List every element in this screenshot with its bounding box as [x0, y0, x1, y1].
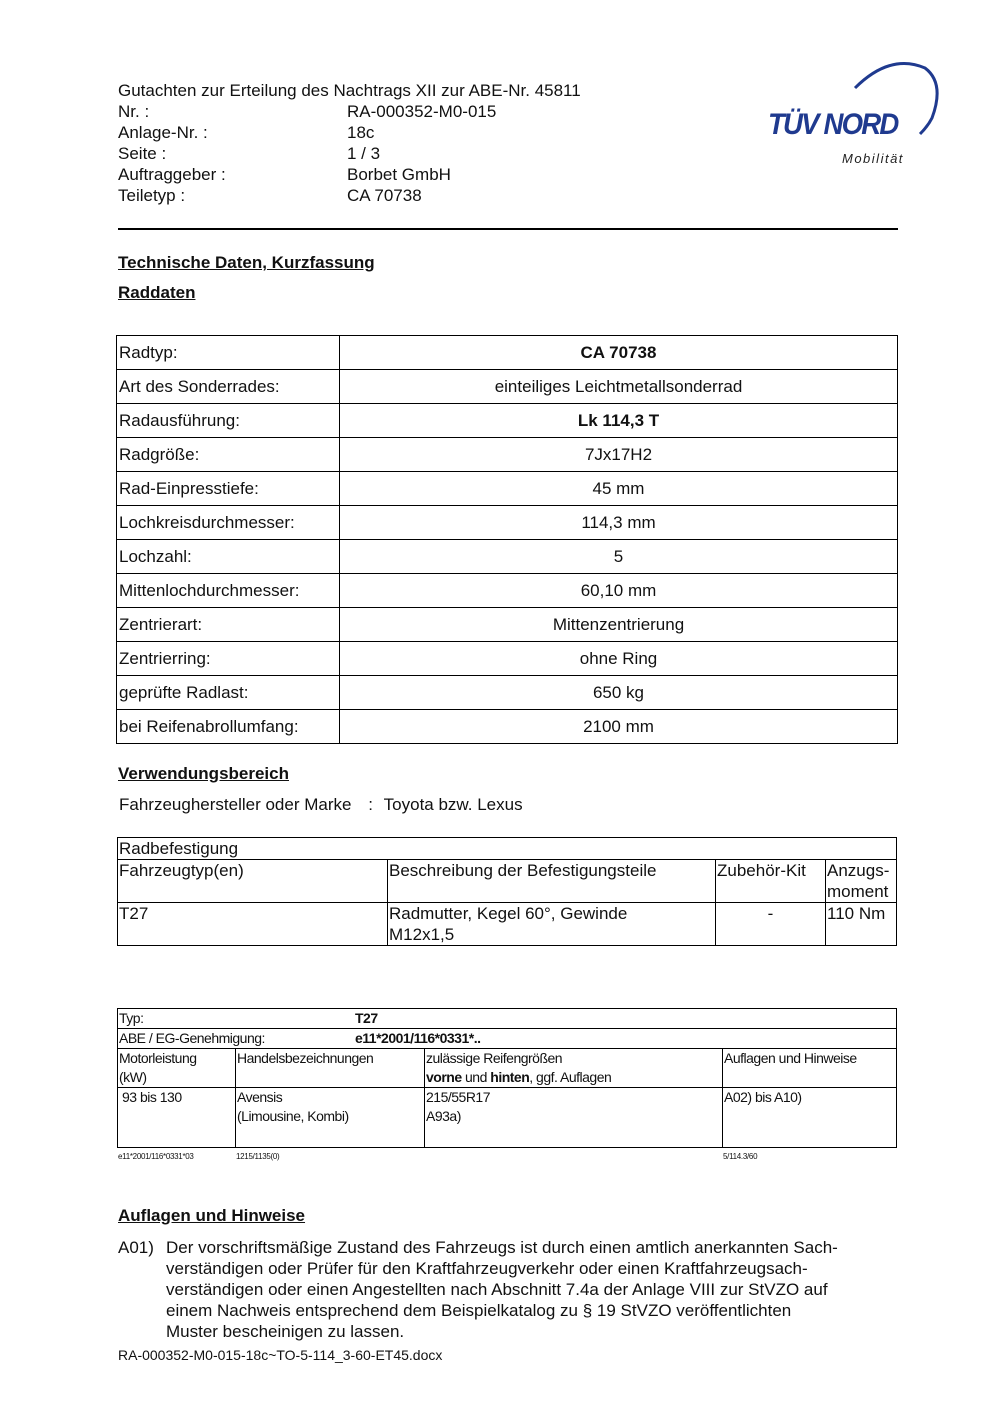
note-item [118, 1237, 898, 1342]
note-text: Der vorschriftsmäßige Zustand des Fahrzeugs ist durch einen amtlich anerkannten Sach- verständigen oder Prüfer für den Kraftfahrzeugverkehr oder einen Kraftfahrzeugsach- verständigen oder einen Angestellten nach Abschnitt 7.4a der Anlage VIII zur StVZO auf einem Nachweis entsprechend dem Beispielkatalog zu § 19 StVZO veröffentlichten Muster bescheinigen zu lassen. [166, 1238, 838, 1341]
table-row: Radausführung: Lk 114,3 T [117, 404, 898, 438]
table-row: Mittenlochdurchmesser: 60,10 mm [117, 574, 898, 608]
table-row: Lochkreisdurchmesser: 114,3 mm [117, 506, 898, 540]
document-title: Gutachten zur Erteilung des Nachtrags XII zur ABE-Nr. 45811 [118, 81, 581, 100]
manufacturer-sep: : [368, 795, 373, 814]
table-row: Typ: T27 [118, 1009, 897, 1029]
verwendungsbereich-title: Verwendungsbereich [118, 764, 289, 783]
header-row: Anlage-Nr. : 18c [118, 123, 375, 142]
table-row: Fahrzeugtyp(en) Beschreibung der Befestigungsteile Zubehör-Kit Anzugs- moment [118, 860, 897, 903]
type-footnote: 1215/1135(0) [236, 1152, 280, 1161]
header-divider [118, 228, 898, 230]
table-row: Radgröße: 7Jx17H2 [117, 438, 898, 472]
table-row: T27 Radmutter, Kegel 60°, Gewinde M12x1,5 - 110 Nm [118, 903, 897, 946]
header-row: Teiletyp : CA 70738 [118, 186, 422, 205]
document-header [118, 80, 581, 206]
raddaten-table [116, 335, 898, 744]
table-row: Motorleistung (kW) Handelsbezeichnungen zulässige Reifengrößen vorne und hinten, ggf. Auflagen Auflagen und Hinweise [118, 1049, 897, 1088]
table-row: ABE / EG-Genehmigung: e11*2001/116*0331*.. [118, 1029, 897, 1049]
section-subtitle: Raddaten [118, 283, 196, 302]
header-row: Nr. : RA-000352-M0-015 [118, 102, 497, 121]
header-row: Seite : 1 / 3 [118, 144, 381, 163]
type-footnote: e11*2001/116*0331*03 [118, 1152, 194, 1161]
notes-title: Auflagen und Hinweise [118, 1206, 306, 1225]
notes-list [118, 1237, 898, 1342]
note-code: A01) [118, 1238, 154, 1257]
manufacturer-value: Toyota bzw. Lexus [383, 795, 523, 814]
header-row: Auftraggeber : Borbet GmbH [118, 165, 451, 184]
table-row: Zentrierart: Mittenzentrierung [117, 608, 898, 642]
type-footnote: 5/114.3/60 [723, 1152, 758, 1161]
table-row: bei Reifenabrollumfang: 2100 mm [117, 710, 898, 744]
section-title: Technische Daten, Kurzfassung [118, 253, 375, 272]
manufacturer-line [119, 795, 523, 815]
logo-wordmark: TÜV NORD [768, 108, 898, 141]
table-row: Radbefestigung [118, 838, 897, 860]
table-row: Zentrierring: ohne Ring [117, 642, 898, 676]
manufacturer-label: Fahrzeughersteller oder Marke [119, 795, 352, 814]
table-row: Lochzahl: 5 [117, 540, 898, 574]
table-row: Rad-Einpresstiefe: 45 mm [117, 472, 898, 506]
table-row: Art des Sonderrades: einteiliges Leichtmetallsonderrad [117, 370, 898, 404]
tuev-nord-logo [760, 58, 940, 173]
table-row: geprüfte Radlast: 650 kg [117, 676, 898, 710]
logo-subtitle: Mobilität [842, 151, 904, 166]
document-footer: RA-000352-M0-015-18c~TO-5-114_3-60-ET45.docx [118, 1347, 443, 1363]
table-row: 93 bis 130 Avensis (Limousine, Kombi) 215/55R17 A93a) A02) bis A10) [118, 1088, 897, 1148]
table-row: Radtyp: CA 70738 [117, 336, 898, 370]
vehicle-type-table [117, 1008, 897, 1148]
radbefestigung-table [117, 837, 897, 946]
